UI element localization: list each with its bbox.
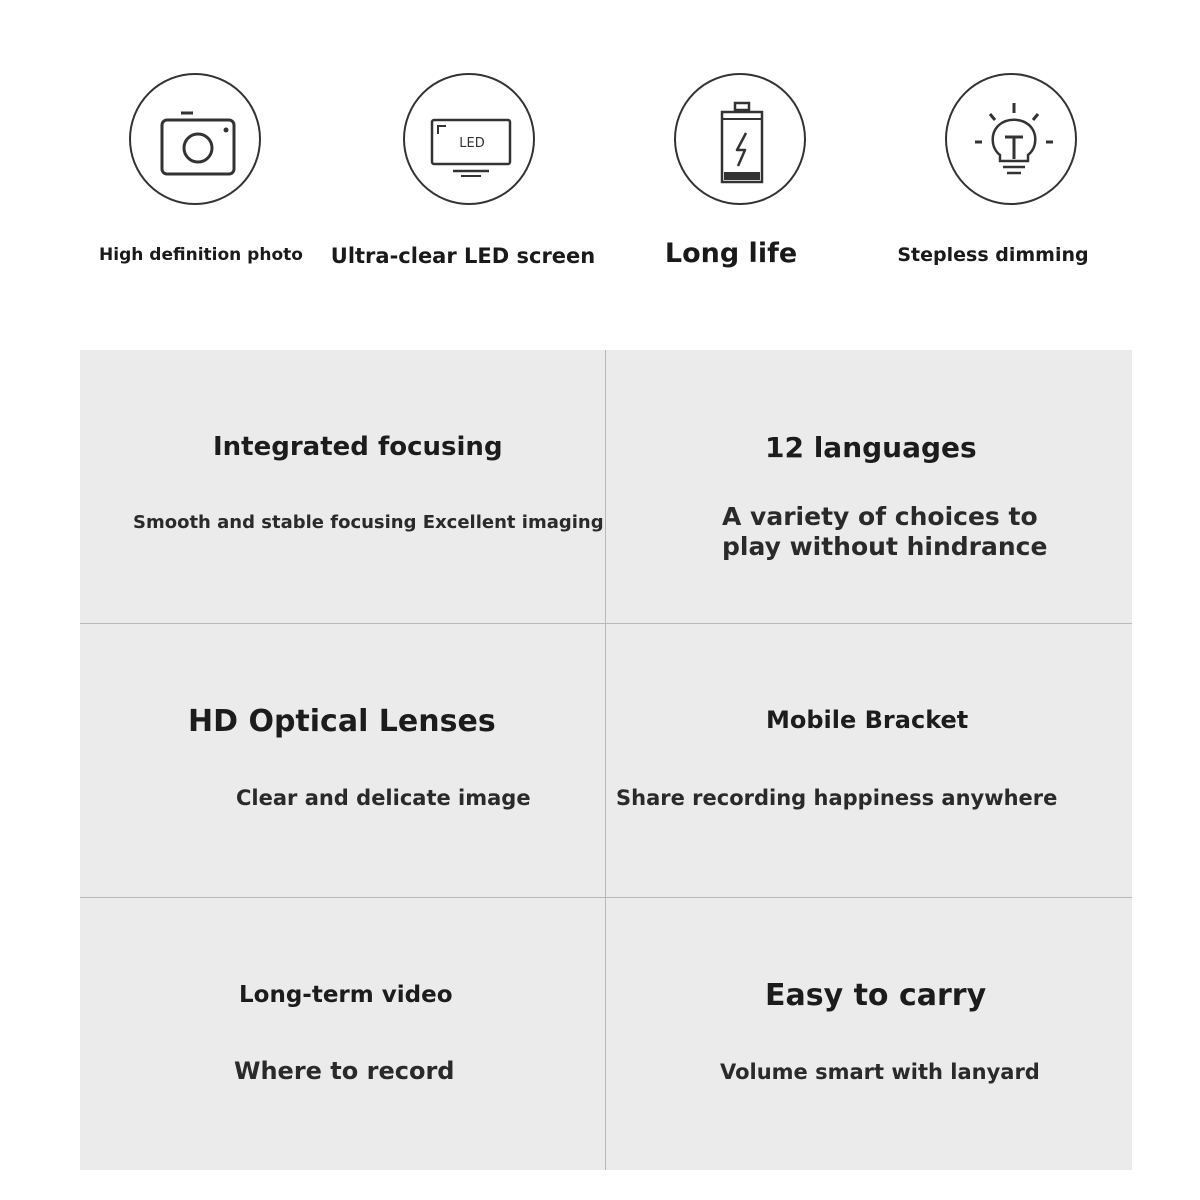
feature-cell-12-languages — [606, 350, 1131, 623]
cell-title: 12 languages — [765, 431, 977, 464]
cell-subtitle: Share recording happiness anywhere — [616, 786, 1058, 810]
feature-cell-mobile-bracket — [606, 624, 1131, 897]
battery-icon — [676, 75, 804, 203]
cell-title: Long-term video — [239, 982, 453, 1008]
cell-title: Easy to carry — [765, 978, 987, 1013]
cell-subtitle: A variety of choices to play without hindrance — [722, 502, 1048, 561]
feature-cell-integrated-focusing — [80, 350, 605, 623]
cell-subtitle: Volume smart with lanyard — [720, 1060, 1040, 1084]
feature-label: Ultra-clear LED screen — [330, 244, 596, 268]
feature-icon-circle — [129, 73, 261, 205]
cell-title: HD Optical Lenses — [188, 704, 496, 739]
cell-subtitle: Clear and delicate image — [236, 786, 531, 810]
feature-icon-circle — [674, 73, 806, 205]
cell-title: Integrated focusing — [213, 432, 503, 462]
feature-cell-hd-optical-lenses — [80, 624, 605, 897]
cell-title: Mobile Bracket — [766, 706, 969, 734]
led-screen-icon — [405, 75, 533, 203]
feature-cell-easy-to-carry — [606, 898, 1131, 1171]
feature-label: High definition photo — [99, 245, 303, 265]
cell-subtitle: Smooth and stable focusing Excellent imaging — [133, 512, 604, 533]
led-screen-text: LED — [459, 136, 485, 151]
feature-grid — [80, 350, 1132, 1170]
feature-icon-circle — [403, 73, 535, 205]
cell-subtitle: Where to record — [234, 1057, 455, 1085]
feature-label: Stepless dimming — [897, 244, 1089, 266]
feature-label: Long life — [664, 238, 798, 269]
camera-icon — [131, 75, 259, 203]
feature-icon-circle — [945, 73, 1077, 205]
light-bulb-icon — [947, 75, 1075, 203]
feature-cell-long-term-video — [80, 898, 605, 1171]
